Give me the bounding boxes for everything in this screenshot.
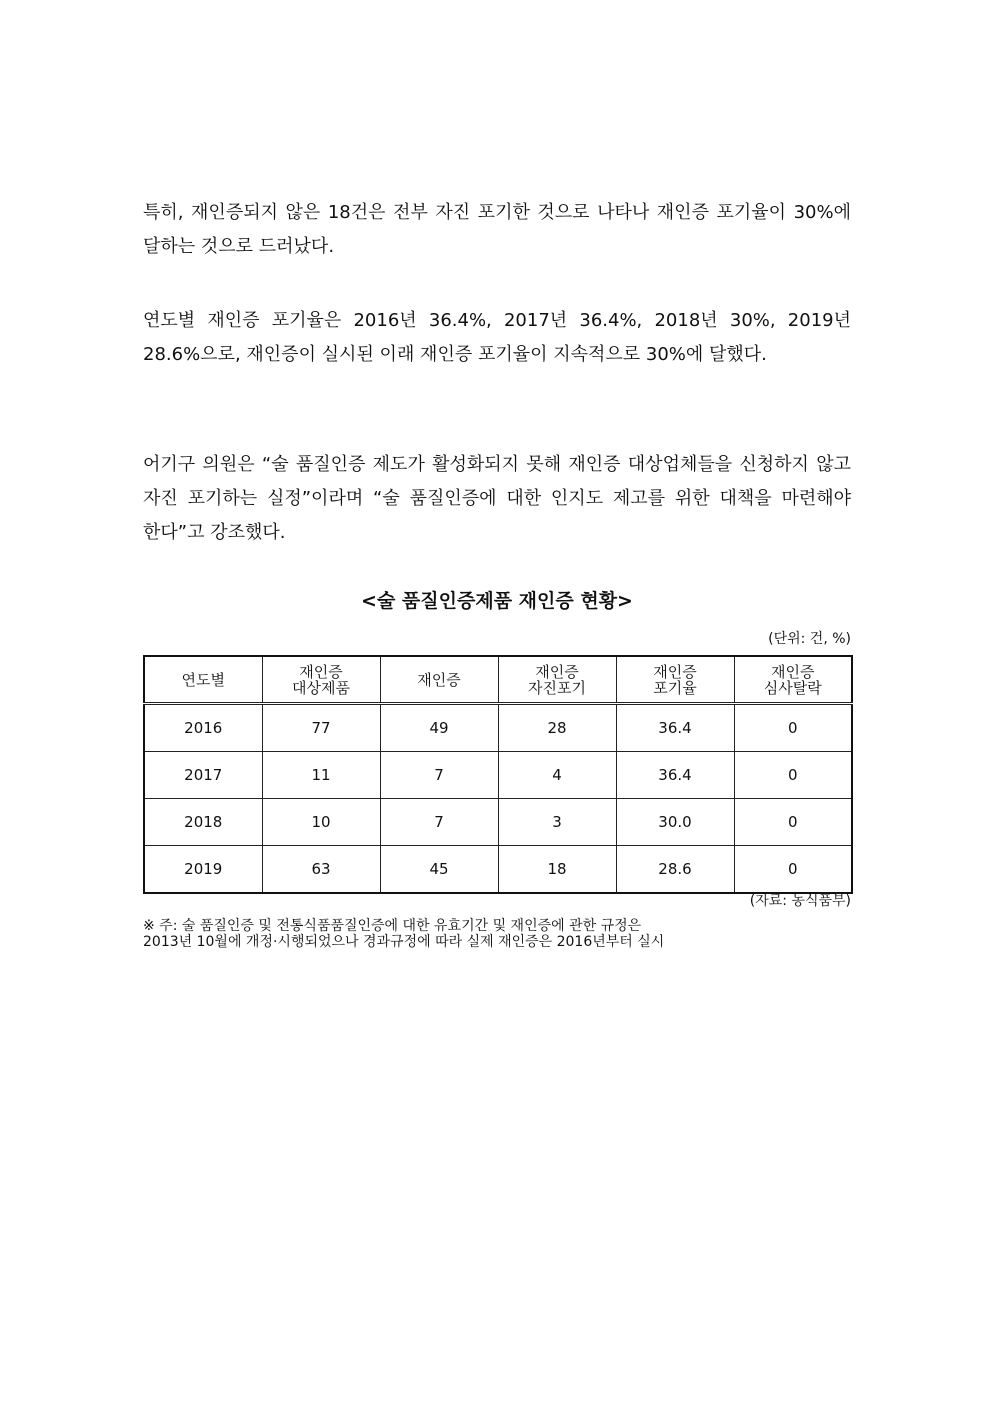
header-year: 연도별 — [144, 656, 262, 704]
table-cell: 3 — [498, 799, 616, 846]
table-cell: 4 — [498, 752, 616, 799]
table-row — [144, 704, 852, 752]
table-cell: 30.0 — [616, 799, 734, 846]
header-failed-review: 재인증 심사탈락 — [734, 656, 852, 704]
table-cell: 2017 — [144, 752, 262, 799]
recertification-table — [143, 655, 853, 894]
table-cell: 36.4 — [616, 752, 734, 799]
table-cell: 7 — [380, 752, 498, 799]
footnote — [143, 918, 851, 950]
table-cell: 77 — [262, 704, 380, 752]
table-cell: 7 — [380, 799, 498, 846]
table-cell: 2019 — [144, 846, 262, 894]
table-cell: 0 — [734, 752, 852, 799]
table-cell: 49 — [380, 704, 498, 752]
footnote-line-2: 2013년 10월에 개정·시행되었으나 경과규정에 따라 실제 재인증은 2016년부터 실시 — [143, 934, 665, 950]
header-recertified: 재인증 — [380, 656, 498, 704]
paragraph-3: 어기구 의원은 “술 품질인증 제도가 활성화되지 못해 재인증 대상업체들을 신청하지 않고 자진 포기하는 실정”이라며 “술 품질인증에 대한 인지도 제고를 위한 대책을 마련해야 한다”고 강조했다. — [143, 454, 851, 543]
table-cell: 63 — [262, 846, 380, 894]
table-row — [144, 752, 852, 799]
table-cell: 28.6 — [616, 846, 734, 894]
table-cell: 11 — [262, 752, 380, 799]
table-cell: 18 — [498, 846, 616, 894]
table-unit: (단위: 건, %) — [768, 631, 851, 647]
table-cell: 2018 — [144, 799, 262, 846]
table-cell: 0 — [734, 846, 852, 894]
table-cell: 36.4 — [616, 704, 734, 752]
table-source: (자료: 농식품부) — [749, 893, 851, 909]
table-row — [144, 799, 852, 846]
table-cell: 0 — [734, 799, 852, 846]
table-header-row — [144, 656, 852, 704]
header-withdrawal-rate: 재인증 포기율 — [616, 656, 734, 704]
table-cell: 28 — [498, 704, 616, 752]
paragraph-2: 연도별 재인증 포기율은 2016년 36.4%, 2017년 36.4%, 2018년 30%, 2019년 28.6%으로, 재인증이 실시된 이래 재인증 포기율이 지속적으로 30%에 달했다. — [143, 310, 851, 365]
table-cell: 2016 — [144, 704, 262, 752]
paragraph-1: 특히, 재인증되지 않은 18건은 전부 자진 포기한 것으로 나타나 재인증 포기율이 30%에 달하는 것으로 드러났다. — [143, 202, 851, 257]
header-target-products: 재인증 대상제품 — [262, 656, 380, 704]
footnote-line-1: ※ 주: 술 품질인증 및 전통식품품질인증에 대한 유효기간 및 재인증에 관한 규정은 — [143, 918, 642, 934]
table-row — [144, 846, 852, 894]
table-cell: 45 — [380, 846, 498, 894]
table-cell: 10 — [262, 799, 380, 846]
table-cell: 0 — [734, 704, 852, 752]
table-title: <술 품질인증제품 재인증 현황> — [361, 590, 633, 612]
header-voluntary-withdrawal: 재인증 자진포기 — [498, 656, 616, 704]
